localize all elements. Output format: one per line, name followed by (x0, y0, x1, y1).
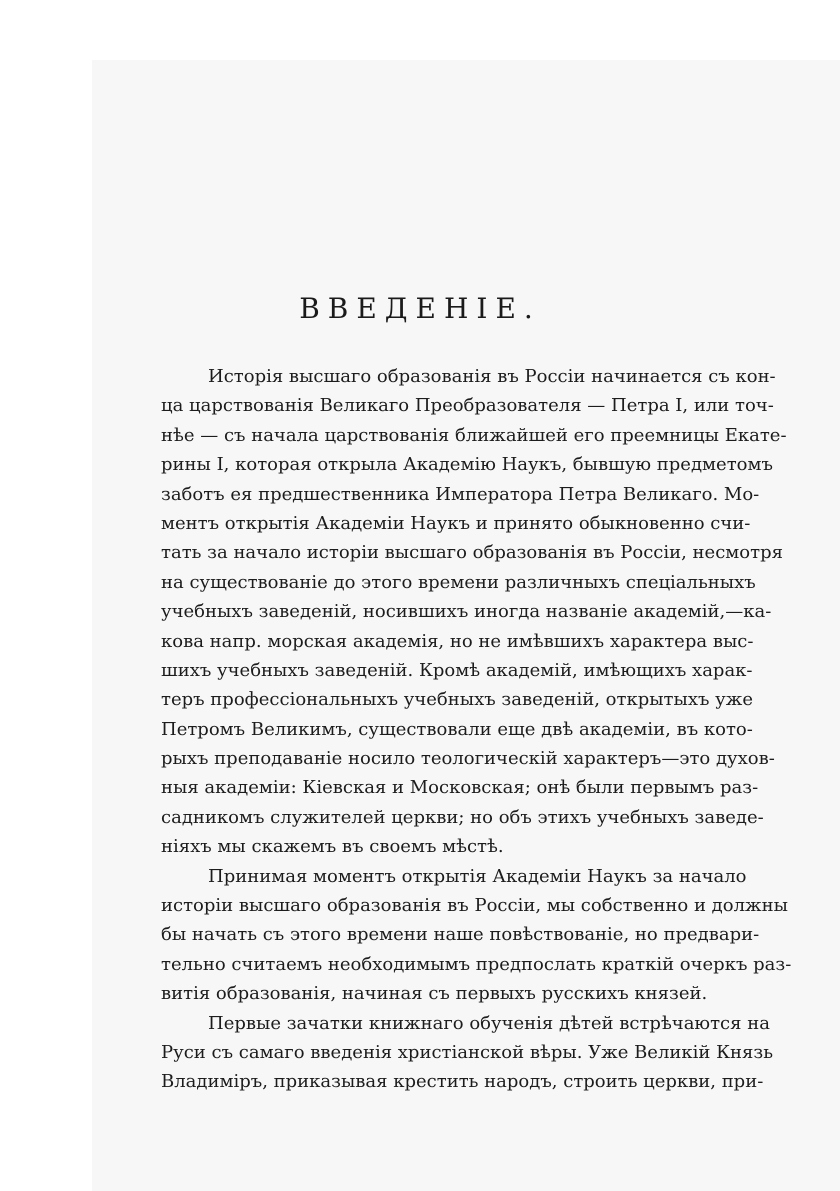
text-line: шихъ учебныхъ заведеній. Кромѣ академій, имѣющихъ харак- (161, 659, 753, 681)
text-line: тельно считаемъ необходимымъ предпослать краткій очеркъ раз- (161, 953, 792, 975)
text-line: Петромъ Великимъ, существовали еще двѣ академіи, въ кото- (161, 718, 753, 740)
text-line: Принимая моментъ открытія Академіи Наукъ за начало (208, 865, 747, 887)
text-line: бы начать съ этого времени наше повѣствованіе, но предвари- (161, 924, 760, 946)
text-line: садникомъ служителей церкви; но объ этихъ учебныхъ заведе- (161, 806, 764, 828)
text-line: ментъ открытія Академіи Наукъ и принято обыкновенно счи- (161, 512, 751, 534)
text-line: на существованіе до этого времени различныхъ спеціальныхъ (161, 571, 756, 593)
text-line: рины I, которая открыла Академію Наукъ, бывшую предметомъ (161, 454, 773, 476)
text-line: Первые зачатки книжнаго обученія дѣтей встрѣчаются на (208, 1012, 770, 1034)
page-title: ВВЕДЕНІЕ. (299, 292, 541, 325)
text-line: исторіи высшаго образованія въ Россіи, мы собственно и должны (161, 895, 788, 917)
text-line: ца царствованія Великаго Преобразователя — Петра I, или точ- (161, 395, 774, 417)
text-line: теръ профессіональныхъ учебныхъ заведеній, открытыхъ уже (161, 689, 753, 711)
text-line: Владиміръ, приказывая крестить народъ, строить церкви, при- (161, 1071, 764, 1093)
text-line: ныя академіи: Кіевская и Московская; онѣ были первымъ раз- (161, 777, 759, 799)
text-line: рыхъ преподаваніе носило теологическій характеръ—это духов- (161, 748, 775, 770)
text-line: Руси съ самаго введенія христіанской вѣры. Уже Великій Князь (161, 1041, 774, 1063)
text-line: витія образованія, начиная съ первыхъ русскихъ князей. (161, 983, 708, 1005)
text-line: Исторія высшаго образованія въ Россіи начинается съ кон- (208, 366, 776, 387)
text-line: нѣе — съ начала царствованія ближайшей его преемницы Екате- (161, 424, 787, 446)
text-line: учебныхъ заведеній, носившихъ иногда названіе академій,—ка- (161, 601, 772, 623)
text-line: кова напр. морская академія, но не имѣвшихъ характера выс- (161, 630, 754, 652)
text-line: ніяхъ мы скажемъ въ своемъ мѣстѣ. (161, 836, 504, 858)
body-text (161, 362, 792, 1097)
text-line: тать за начало исторіи высшаго образованія въ Россіи, несмотря (161, 542, 783, 564)
text-line: заботъ ея предшественника Императора Петра Великаго. Мо- (161, 483, 760, 505)
